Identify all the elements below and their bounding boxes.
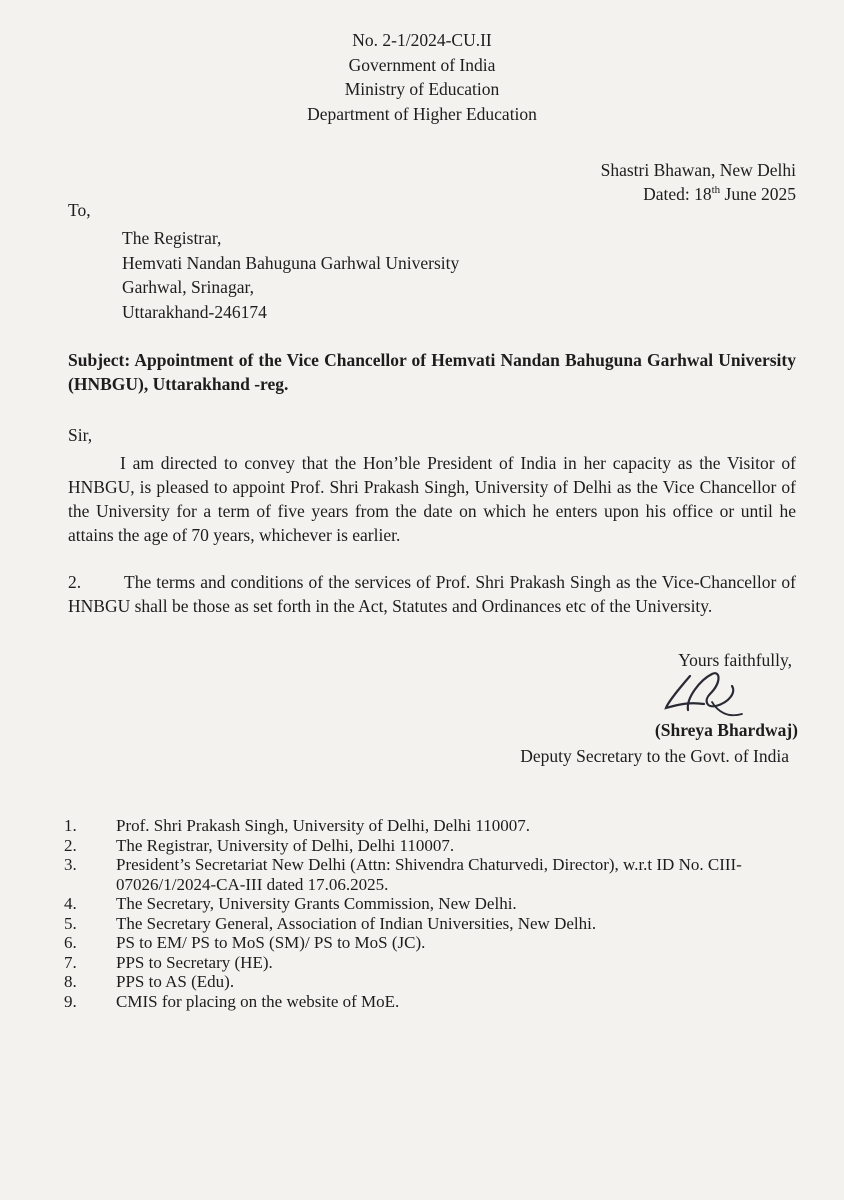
department-line: Department of Higher Education [307,103,537,124]
list-item-number: 7. [64,952,77,972]
signatory-designation: Deputy Secretary to the Govt. of India [520,746,789,766]
list-item-text: PPS to Secretary (HE). [116,952,273,972]
addressee-line: Hemvati Nandan Bahuguna Garhwal University [122,252,460,273]
signatory-name: (Shreya Bhardwaj) [654,720,798,740]
addressee-line: The Registrar, [122,228,222,248]
list-item [64,972,804,992]
addressee-line: Uttarakhand-246174 [122,301,267,322]
paragraph-2-number: 2. [68,572,82,592]
govt-line: Government of India [348,54,496,75]
date-ordinal: th [711,184,721,197]
list-item [64,816,804,836]
paragraph-2 [68,570,796,618]
list-item-text: Prof. Shri Prakash Singh, University of Delhi, Delhi 110007. [116,816,530,835]
salutation: Sir, [68,425,93,445]
list-item [64,855,804,894]
list-item-text: CMIS for placing on the website of MoE. [116,991,400,1011]
list-item [64,992,804,1012]
date-prefix: Dated: 18 [643,184,712,204]
file-number: No. 2-1/2024-CU.II [352,30,492,50]
paragraph-1: I am directed to convey that the Hon’ble President of India in her capacity as the Visitor of HNBGU, is pleased to appoint Prof. Shri Prakash Singh, University of Delhi as the Vice Chancellor of the University for a term of five years from the date on which he enters upon his office or until he attains the age of 70 years, whichever is earlier. [68,453,796,545]
copy-to-list [64,816,804,1011]
list-item-number: 9. [64,991,77,1011]
place: Shastri Bhawan, New Delhi [600,160,796,180]
subject-line: Subject: Appointment of the Vice Chancellor of Hemvati Nandan Bahuguna Garhwal University (HNBGU), Uttarakhand -reg. [68,350,796,394]
list-item-text: The Secretary, University Grants Commission, New Delhi. [116,894,517,913]
addressee-line: Garhwal, Srinagar, [122,277,254,297]
list-item [64,894,804,914]
list-item [64,914,804,934]
list-item-text: The Registrar, University of Delhi, Delhi 110007. [116,835,455,855]
list-item-text: PPS to AS (Edu). [116,972,235,991]
list-item-text: President’s Secretariat New Delhi (Attn: Shivendra Chaturvedi, Director), w.r.t ID No. CIII-07026/1/2024-CA-III dated 17.06.2025. [116,855,742,894]
addressee-block [122,226,459,324]
list-item-number: 5. [64,913,77,933]
ministry-line: Ministry of Education [344,79,500,99]
date [601,182,796,206]
list-item-text: The Secretary General, Association of Indian Universities, New Delhi. [116,913,597,933]
list-item [64,953,804,973]
list-item [64,836,804,856]
list-item-number: 8. [64,972,77,991]
list-item-number: 2. [64,835,77,855]
place-date-block [601,158,796,206]
letterhead [0,28,844,126]
closing: Yours faithfully, [678,650,792,670]
list-item [64,933,804,953]
list-item-number: 6. [64,933,77,952]
list-item-number: 4. [64,894,77,913]
date-suffix: June 2025 [720,184,796,204]
to-label: To, [68,200,91,220]
list-item-number: 1. [64,816,77,835]
list-item-text: PS to EM/ PS to MoS (SM)/ PS to MoS (JC). [116,933,426,952]
paragraph-2-text: The terms and conditions of the services of Prof. Shri Prakash Singh as the Vice-Chancellor of HNBGU shall be those as set forth in the Act, Statutes and Ordinances etc of the University. [68,572,796,616]
list-item-number: 3. [64,855,77,874]
